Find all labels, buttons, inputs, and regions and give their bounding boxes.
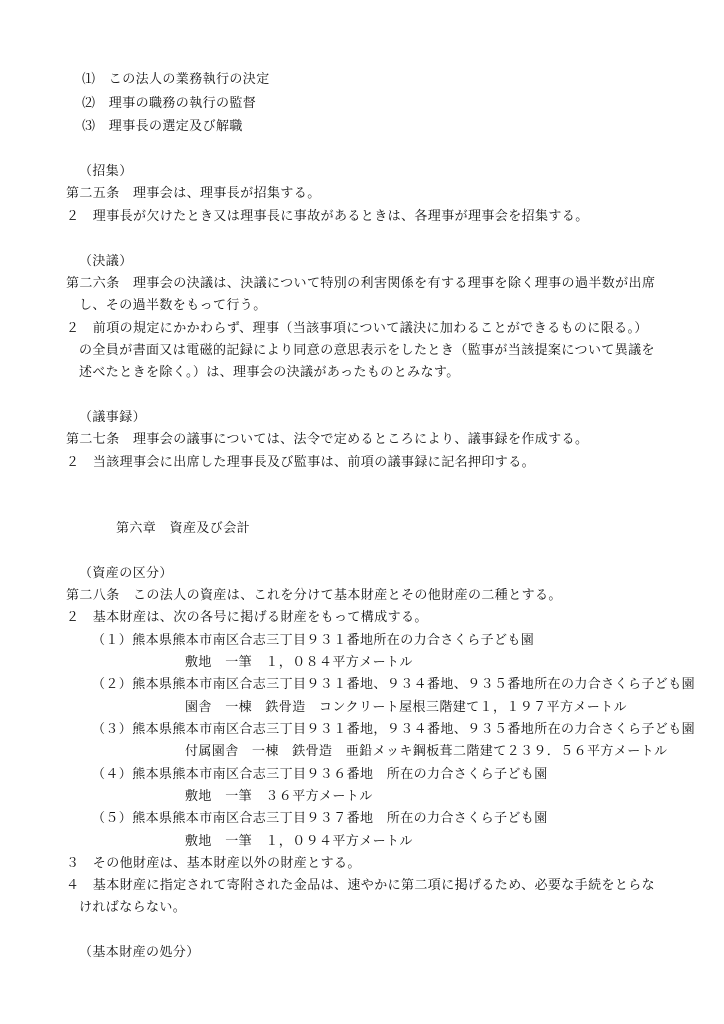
article-heading: （決議） (79, 254, 133, 269)
list-item: ⑴ この法人の業務執行の決定 (82, 72, 270, 87)
paragraph-continuation: の全員が書面又は電磁的記録により同意の意思表示をしたとき（監事が当該提案について異議を (79, 343, 655, 358)
property-item: （１）熊本県熊本市南区合志三丁目９３１番地所在の力合さくら子ども園 (92, 633, 535, 648)
property-detail: 付属園舎 一棟 鉄骨造 亜鉛メッキ鋼板葺二階建て２３９．５６平方メートル (185, 744, 668, 759)
paragraph: ２ 前項の規定にかかわらず、理事（当該事項について議決に加わることができるものに限る。） (66, 321, 648, 336)
property-detail: 敷地 一筆 １，０８４平方メートル (185, 655, 413, 670)
paragraph: 第二五条 理事会は、理事長が招集する。 (66, 186, 321, 201)
property-detail: 敷地 一筆 ３６平方メートル (185, 789, 373, 804)
property-detail: 敷地 一筆 １，０９４平方メートル (185, 834, 413, 849)
property-detail: 園舎 一棟 鉄骨造 コンクリート屋根三階建て１，１９７平方メートル (185, 700, 627, 715)
article-heading: （招集） (79, 164, 133, 179)
article-heading: （基本財産の処分） (79, 945, 200, 960)
article-heading: （議事録） (79, 410, 147, 425)
list-item: ⑵ 理事の職務の執行の監督 (82, 96, 257, 111)
property-item: （３）熊本県熊本市南区合志三丁目９３１番地，９３４番地、９３５番地所在の力合さくら子ども園 (92, 722, 696, 737)
article-heading: （資産の区分） (79, 566, 173, 581)
list-item: ⑶ 理事長の選定及び解職 (82, 119, 243, 134)
paragraph: 第二八条 この法人の資産は、これを分けて基本財産とその他財産の二種とする。 (66, 588, 562, 603)
paragraph-continuation: 述べたときを除く。）は、理事会の決議があったものとみなす。 (79, 365, 460, 380)
paragraph: 第二七条 理事会の議事については、法令で定めるところにより、議事録を作成する。 (66, 432, 589, 447)
paragraph: ３ その他財産は、基本財産以外の財産とする。 (66, 856, 361, 871)
property-item: （５）熊本県熊本市南区合志三丁目９３７番地 所在の力合さくら子ども園 (92, 811, 548, 826)
paragraph: ４ 基本財産に指定されて寄附された金品は、速やかに第二項に掲げるため、必要な手続をとらな (66, 878, 656, 893)
chapter-title: 第六章 資産及び会計 (116, 521, 251, 536)
property-item: （４）熊本県熊本市南区合志三丁目９３６番地 所在の力合さくら子ども園 (92, 767, 548, 782)
property-item: （２）熊本県熊本市南区合志三丁目９３１番地、９３４番地、９３５番地所在の力合さくら子ども園 (92, 677, 696, 692)
paragraph-continuation: ければならない。 (79, 900, 187, 915)
paragraph: ２ 当該理事会に出席した理事長及び監事は、前項の議事録に記名押印する。 (66, 455, 536, 470)
paragraph-continuation: し、その過半数をもって行う。 (79, 298, 267, 313)
paragraph: ２ 理事長が欠けたとき又は理事長に事故があるときは、各理事が理事会を招集する。 (66, 209, 589, 224)
paragraph: 第二六条 理事会の決議は、決議について特別の利害関係を有する理事を除く理事の過半数が出席 (66, 276, 656, 291)
paragraph: ２ 基本財産は、次の各号に掲げる財産をもって構成する。 (66, 610, 428, 625)
